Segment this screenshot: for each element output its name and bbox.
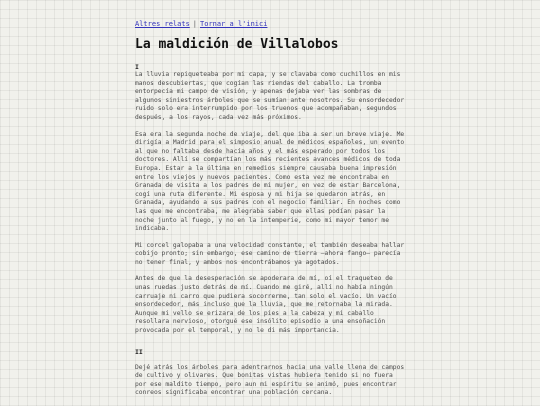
back-home-link[interactable]: Tornar a l'inici bbox=[200, 20, 268, 28]
paragraph: La lluvia repiqueteaba por mi capa, y se clavaba como cuchillos en mis manos descubiertas, que cogían las riendas del caballo. La tromba entorpecía mi campo de visión, y apenas dejaba ver las sombras de algunos siniestros árboles que se sumían ante nosotros. Su ensordecedor ruido solo era interrumpido por los truenos que acompañaban, segundos después, a los rayos, cada vez más próximos. bbox=[135, 71, 405, 121]
nav-links bbox=[135, 20, 267, 29]
paragraph: Dejé atrás los árboles para adentrarnos hacia una valle llena de campos de cultivo y olivares. Que bonitas vistas hubiera tenido si no fuera por ese maldito tiempo, pero aun mi espíritu se animó, pues encontrar conreos significaba encontrar una población cercana. bbox=[135, 363, 405, 397]
paragraph: Mi corcel galopaba a una velocidad constante, el también deseaba hallar cobijo pronto; sin embargo, ese camino de tierra –ahora fango– parecía no tener final, y ambos nos encontrábamos ya agotados. bbox=[135, 241, 405, 266]
chapter-heading-2: II bbox=[135, 347, 143, 356]
other-stories-link[interactable]: Altres relats bbox=[135, 20, 190, 28]
nav-separator: | bbox=[192, 20, 198, 28]
story-content bbox=[135, 63, 407, 406]
chapter-heading-1: I bbox=[135, 63, 139, 71]
paragraph: Antes de que la desesperación se apoderara de mí, oí el traqueteo de unas ruedas justo detrás de mí. Cuando me giré, allí no había ningún carruaje ni carro que pudiera socorrerme, tan solo el vacío. Un vacío ensordecedor, más incluso que la lluvia, que me retornaba la mirada. Aunque mi vello se erizara de los pies a la cabeza y mi caballo resollara nervioso, otorgué ese insólito episodio a una ensoñación provocada por el temporal, y no le di más importancia. bbox=[135, 275, 397, 335]
paragraph: Esa era la segunda noche de viaje, del que iba a ser un breve viaje. Me dirigía a Madrid para el simposio anual de médicos españoles, un evento al que no faltaba desde hacía años y el más esperado por todos los doctores. Allí se compartían los más recientes avances médicos de toda Europa. Estar a la última en remedios siempre causaba buena impresión entre los viejos y nuevos pacientes. Como esta vez me encontraba en Granada de visita a los padres de mi mujer, en vez de estar Barcelona, cogí una ruta diferente. Mi esposa y mi hija se quedaron atrás, en Granada, ayudando a sus padres con el negocio familiar. En noches como las que me encontraba, me alegraba saber que ellas podían pasar la noche junto al fuego, y no en la intemperie, como mi mayor temor me indicaba. bbox=[135, 130, 405, 233]
page-title: La maldición de Villalobos bbox=[135, 37, 339, 52]
